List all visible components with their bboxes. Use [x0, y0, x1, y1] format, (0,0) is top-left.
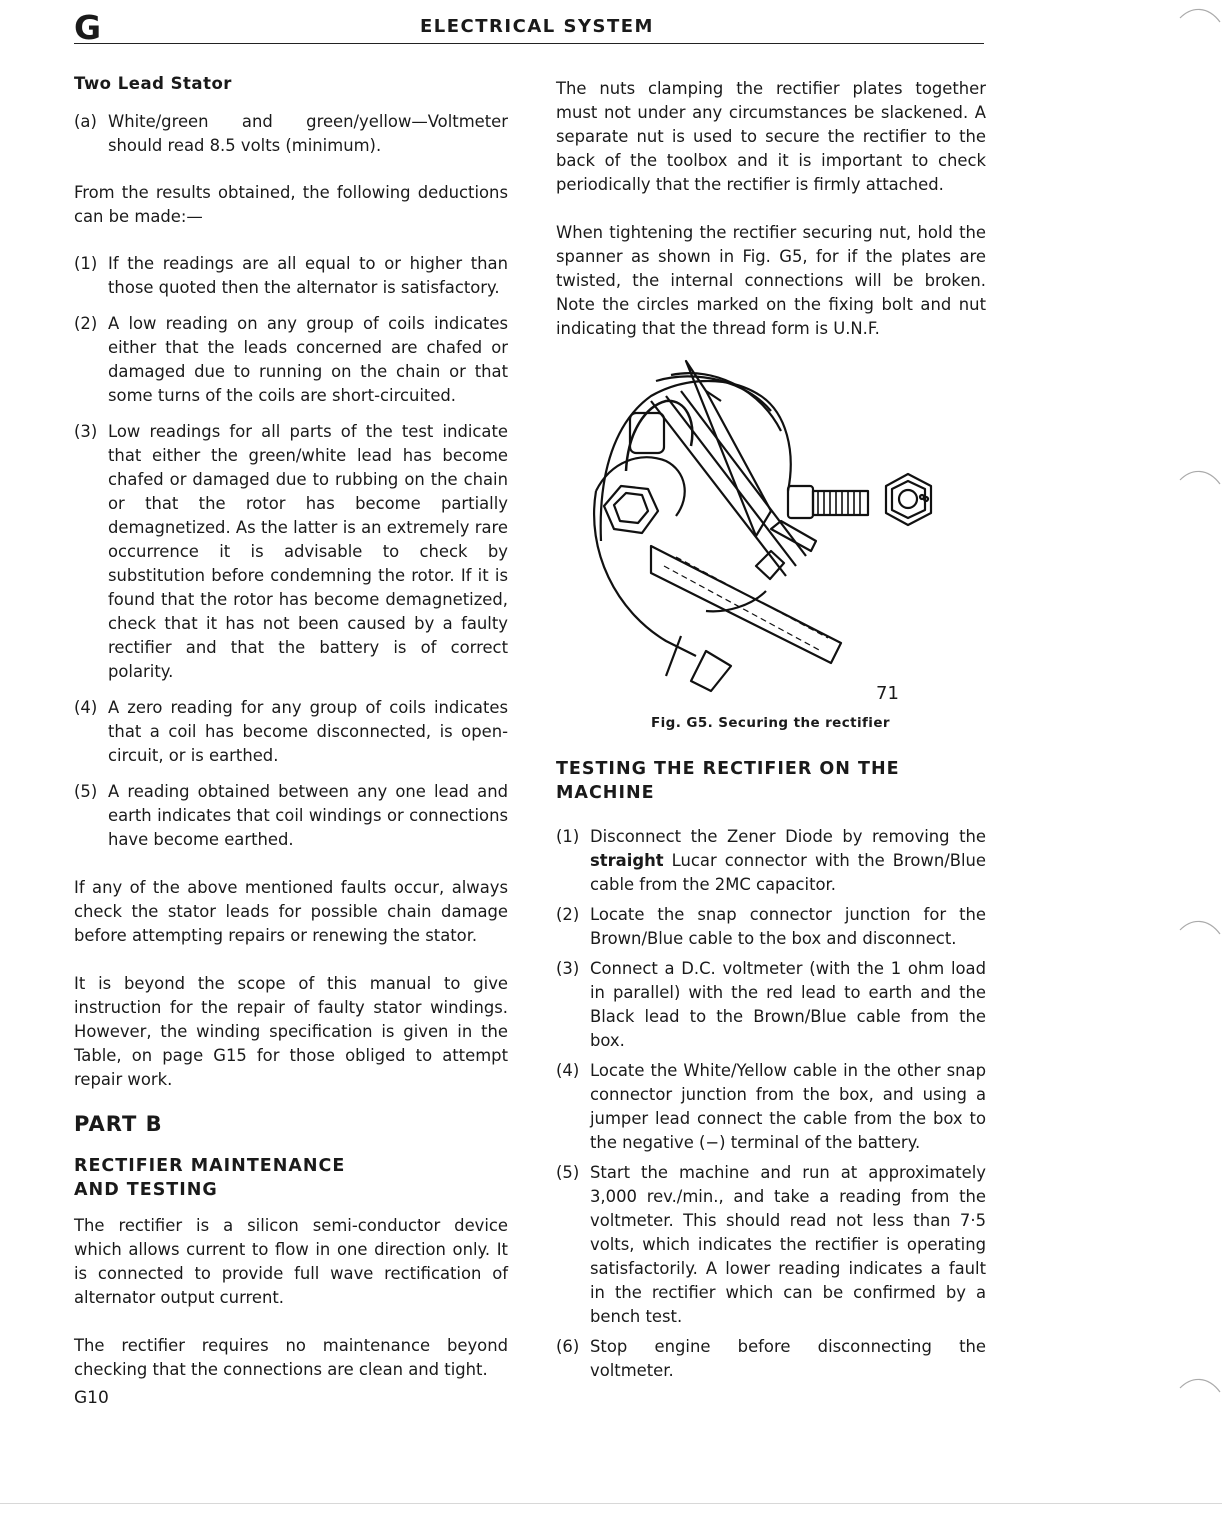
item-number: (3) [74, 422, 98, 441]
heading-line: TESTING THE RECTIFIER ON THE [556, 759, 900, 779]
list-item [556, 825, 986, 897]
testing-heading [556, 757, 986, 805]
page-title: ELECTRICAL SYSTEM [420, 16, 654, 37]
item-number: (2) [556, 905, 580, 924]
item-text: Locate the snap connector junction for the Brown/Blue cable to the box and disconnect. [590, 905, 986, 948]
item-text [590, 825, 986, 897]
item-text: Connect a D.C. voltmeter (with the 1 ohm load in parallel) with the red lead to earth and the Black lead to the Brown/Blue cable from the box. [590, 959, 986, 1050]
list-item [556, 957, 986, 1053]
figure-number: 71 [876, 683, 899, 704]
list-item [74, 110, 508, 158]
item-text: White/green and green/yellow—Voltmeter should read 8.5 volts (minimum). [108, 112, 508, 155]
step-text-start: Disconnect the Zener Diode by removing the [590, 827, 986, 846]
item-number: (1) [74, 254, 98, 273]
step-text-end: Lucar connector with the Brown/Blue cable from the 2MC capacitor. [590, 851, 986, 894]
rectifier-paragraph: The rectifier is a silicon semi-conductor device which allows current to flow in one direction only. It is connected to provide full wave rectification of alternator output current. [74, 1216, 508, 1307]
binding-mark [1178, 916, 1222, 938]
deductions-paragraph: From the results obtained, the following deductions can be made:— [74, 183, 508, 226]
list-item [556, 1335, 986, 1383]
item-number: (6) [556, 1337, 580, 1356]
list-item [74, 420, 508, 684]
scope-paragraph: It is beyond the scope of this manual to give instruction for the repair of faulty stator windings. However, the winding specification is given in the Table, on page G15 for those obliged to attempt repair work. [74, 974, 508, 1089]
item-number: (2) [74, 314, 98, 333]
item-text: Stop engine before disconnecting the voltmeter. [590, 1337, 986, 1380]
item-text: Low readings for all parts of the test indicate that either the green/white lead has become chafed or damaged due to rubbing on the chain or that the rotor has become partially demagnetized. As the latter is an extremely rare occurrence it is advisable to check by substitution before condemning the rotor. If it is found that the rotor has become demagnetized, check that it has not been caused by a faulty rectifier and that the battery is of correct polarity. [108, 422, 508, 681]
emphasis-straight: straight [590, 851, 664, 870]
faults-paragraph: If any of the above mentioned faults occur, always check the stator leads for possible chain damage before attempting repairs or renewing the stator. [74, 878, 508, 945]
part-b-heading: PART B [74, 1112, 163, 1136]
item-text: A zero reading for any group of coils indicates that a coil has become disconnected, is open-circuit, or is earthed. [108, 698, 508, 765]
item-number: (5) [556, 1163, 580, 1182]
heading-line: AND TESTING [74, 1180, 218, 1200]
section-letter: G [74, 8, 102, 47]
item-text: A low reading on any group of coils indicates either that the leads concerned are chafed or damaged due to running on the chain or that some turns of the coils are short-circuited. [108, 314, 508, 405]
rectifier-section-heading [74, 1154, 508, 1202]
binding-mark [1178, 466, 1222, 488]
item-number: (4) [74, 698, 98, 717]
list-item [74, 312, 508, 408]
right-column [556, 77, 986, 1383]
list-item [74, 252, 508, 300]
tightening-paragraph: When tightening the rectifier securing nut, hold the spanner as shown in Fig. G5, for if the plates are twisted, the internal connections will be broken. Note the circles marked on the fixing bolt and nut indicating that the thread form is U.N.F. [556, 223, 986, 338]
maintenance-paragraph: The rectifier requires no maintenance beyond checking that the connections are clean and tight. [74, 1336, 508, 1379]
nuts-paragraph: The nuts clamping the rectifier plates together must not under any circumstances be slackened. A separate nut is used to secure the rectifier to the back of the toolbox and it is important to check periodically that the rectifier is firmly attached. [556, 79, 986, 194]
heading-line: MACHINE [556, 783, 655, 803]
list-item [556, 903, 986, 951]
item-text: Locate the White/Yellow cable in the other snap connector junction from the box, and using a jumper lead connect the cable from the box to the negative (−) terminal of the battery. [590, 1061, 986, 1152]
header-rule [74, 43, 984, 44]
item-text: A reading obtained between any one lead and earth indicates that coil windings or connections have become earthed. [108, 782, 508, 849]
binding-mark [1178, 1374, 1222, 1396]
list-item [556, 1059, 986, 1155]
item-number: (a) [74, 112, 97, 131]
list-item [74, 780, 508, 852]
list-item [74, 696, 508, 768]
item-text: If the readings are all equal to or higher than those quoted then the alternator is satisfactory. [108, 254, 508, 297]
heading-line: RECTIFIER MAINTENANCE [74, 1156, 346, 1176]
figure-g5 [556, 351, 986, 741]
two-lead-stator-heading: Two Lead Stator [74, 74, 232, 93]
list-item [556, 1161, 986, 1329]
rectifier-spanner-illustration [556, 351, 986, 711]
item-number: (4) [556, 1061, 580, 1080]
item-number: (1) [556, 827, 580, 846]
binding-mark [1178, 4, 1222, 26]
left-column [74, 72, 508, 1382]
bottom-rule [0, 1503, 1222, 1504]
figure-caption: Fig. G5. Securing the rectifier [651, 715, 890, 731]
item-number: (5) [74, 782, 98, 801]
item-number: (3) [556, 959, 580, 978]
page-number: G10 [74, 1388, 109, 1408]
item-text: Start the machine and run at approximately 3,000 rev./min., and take a reading from the voltmeter. This should read not less than 7·5 volts, which indicates the rectifier is operating satisfactorily. A lower reading indicates a fault in the rectifier which can be confirmed by a bench test. [590, 1163, 986, 1326]
